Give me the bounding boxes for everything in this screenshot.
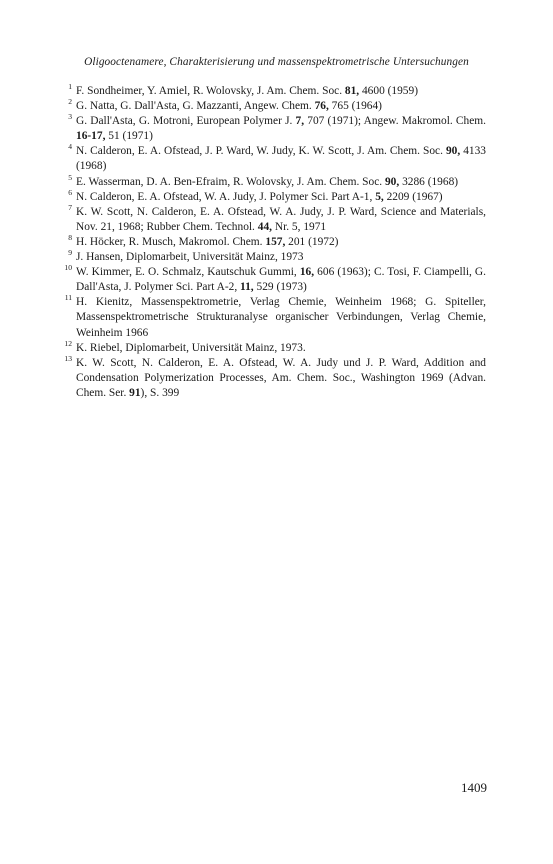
reference-text-segment: 765 (1964)	[328, 100, 382, 113]
reference-volume: 157,	[265, 235, 286, 248]
page-number: 1409	[461, 780, 487, 795]
reference-number: 1	[68, 82, 72, 91]
reference-volume: 16,	[299, 266, 315, 279]
reference-volume: 16-17,	[76, 130, 106, 143]
reference-text-segment: 4600 (1959)	[359, 85, 418, 97]
reference-item	[66, 232, 486, 250]
reference-text-segment: 3286 (1968)	[399, 175, 459, 188]
reference-text-segment: W. Kimmer, E. O. Schmalz, Kautschuk Gummi,	[76, 266, 300, 279]
reference-volume: 81,	[344, 85, 360, 97]
reference-volume: 5,	[375, 190, 384, 203]
reference-text	[76, 206, 486, 233]
reference-text-segment: 606 (1963); C. Tosi, F. Ciampelli, G. Dall'Asta, J. Polymer Sci. Part A-2,	[76, 266, 486, 294]
reference-text	[76, 85, 418, 97]
reference-number: 5	[68, 172, 72, 182]
reference-volume: 91	[129, 386, 141, 399]
reference-number: 7	[68, 202, 72, 212]
reference-text-segment: K. Riebel, Diplomarbeit, Universität Mainz, 1973.	[76, 341, 306, 354]
reference-text-segment: N. Calderon, E. A. Ofstead, J. P. Ward, W. Judy, K. W. Scott, J. Am. Chem. Soc.	[76, 145, 446, 158]
reference-text-segment: 2209 (1967)	[383, 190, 443, 203]
reference-volume: 90,	[445, 145, 461, 158]
reference-item	[66, 295, 486, 340]
reference-text-segment: G. Dall'Asta, G. Motroni, European Polymer J.	[76, 115, 296, 128]
reference-number: 3	[68, 112, 72, 122]
reference-volume: 76,	[314, 100, 329, 113]
reference-volume: 11,	[240, 281, 254, 294]
reference-number: 13	[64, 353, 72, 363]
reference-text-segment: 51 (1971)	[105, 130, 153, 143]
reference-volume: 7,	[295, 115, 305, 128]
reference-item	[64, 353, 486, 401]
reference-text-segment: K. W. Scott, N. Calderon, E. A. Ofstead, W. A. Judy, J. P. Ward, Science and Materials, Nov. 21, 1968; Rubber Chem. Technol.	[76, 205, 486, 233]
reference-text	[76, 342, 306, 354]
reference-text	[76, 296, 486, 338]
reference-text-segment: Nr. 5, 1971	[272, 220, 327, 233]
reference-text-segment: E. Wasserman, D. A. Ben-Efraim, R. Wolovsky, J. Am. Chem. Soc.	[76, 175, 385, 188]
reference-number: 11	[64, 293, 72, 303]
reference-text	[76, 236, 338, 248]
reference-number: 6	[68, 187, 72, 197]
reference-text-segment: N. Calderon, E. A. Ofstead, W. A. Judy, J. Polymer Sci. Part A-1,	[76, 190, 376, 203]
reference-number: 9	[68, 248, 72, 258]
reference-number: 8	[68, 232, 72, 242]
reference-volume: 90,	[384, 175, 400, 188]
reference-text-segment: H. Höcker, R. Musch, Makromol. Chem.	[76, 235, 266, 248]
reference-item	[66, 250, 486, 265]
reference-item	[66, 172, 486, 190]
reference-text-segment: F. Sondheimer, Y. Amiel, R. Wolovsky, J. Am. Chem. Soc.	[76, 85, 345, 97]
reference-item	[66, 84, 486, 99]
reference-item	[66, 144, 486, 174]
reference-number: 2	[68, 97, 72, 107]
reference-text-segment: ), S. 399	[140, 386, 180, 399]
reference-text-segment: 4133 (1968)	[76, 145, 486, 173]
reference-text	[76, 266, 486, 293]
reference-list	[66, 84, 486, 401]
reference-text	[76, 145, 486, 172]
reference-text-segment: 201 (1972)	[285, 235, 339, 248]
reference-item	[66, 202, 486, 235]
reference-text	[76, 191, 443, 203]
running-head: Oligooctenamere, Charakterisierung und massenspektrometrische Untersuchungen	[84, 56, 469, 68]
reference-text	[76, 176, 458, 188]
reference-text-segment: H. Kienitz, Massenspektrometrie, Verlag Chemie, Weinheim 1968; G. Spiteller, Massenspektrometrische Strukturanalyse organischer Verbindungen, Verlag Chemie, Weinheim 1966	[76, 296, 486, 339]
reference-text	[76, 100, 382, 112]
reference-text-segment: G. Natta, G. Dall'Asta, G. Mazzanti, Angew. Chem.	[76, 100, 315, 113]
reference-text-segment: J. Hansen, Diplomarbeit, Universität Mainz, 1973	[76, 251, 304, 264]
reference-item	[66, 265, 486, 295]
reference-volume: 44,	[257, 220, 272, 233]
reference-text-segment: 529 (1973)	[253, 281, 307, 294]
reference-text-segment: 707 (1971); Angew. Makromol. Chem.	[304, 115, 486, 128]
reference-number: 4	[68, 142, 72, 152]
reference-text-segment: K. W. Scott, N. Calderon, E. A. Ofstead, W. A. Judy und J. P. Ward, Addition and Condensation Polymerization Processes, Am. Chem. Soc., Washington 1969 (Advan. Chem. Ser.	[76, 356, 486, 399]
reference-item	[66, 187, 486, 205]
reference-text	[76, 251, 303, 263]
reference-item	[66, 114, 486, 144]
reference-number: 12	[64, 338, 72, 348]
reference-text	[76, 115, 486, 142]
reference-item	[66, 99, 486, 114]
reference-text	[76, 357, 486, 399]
reference-item	[64, 338, 486, 356]
reference-number: 10	[64, 263, 72, 273]
